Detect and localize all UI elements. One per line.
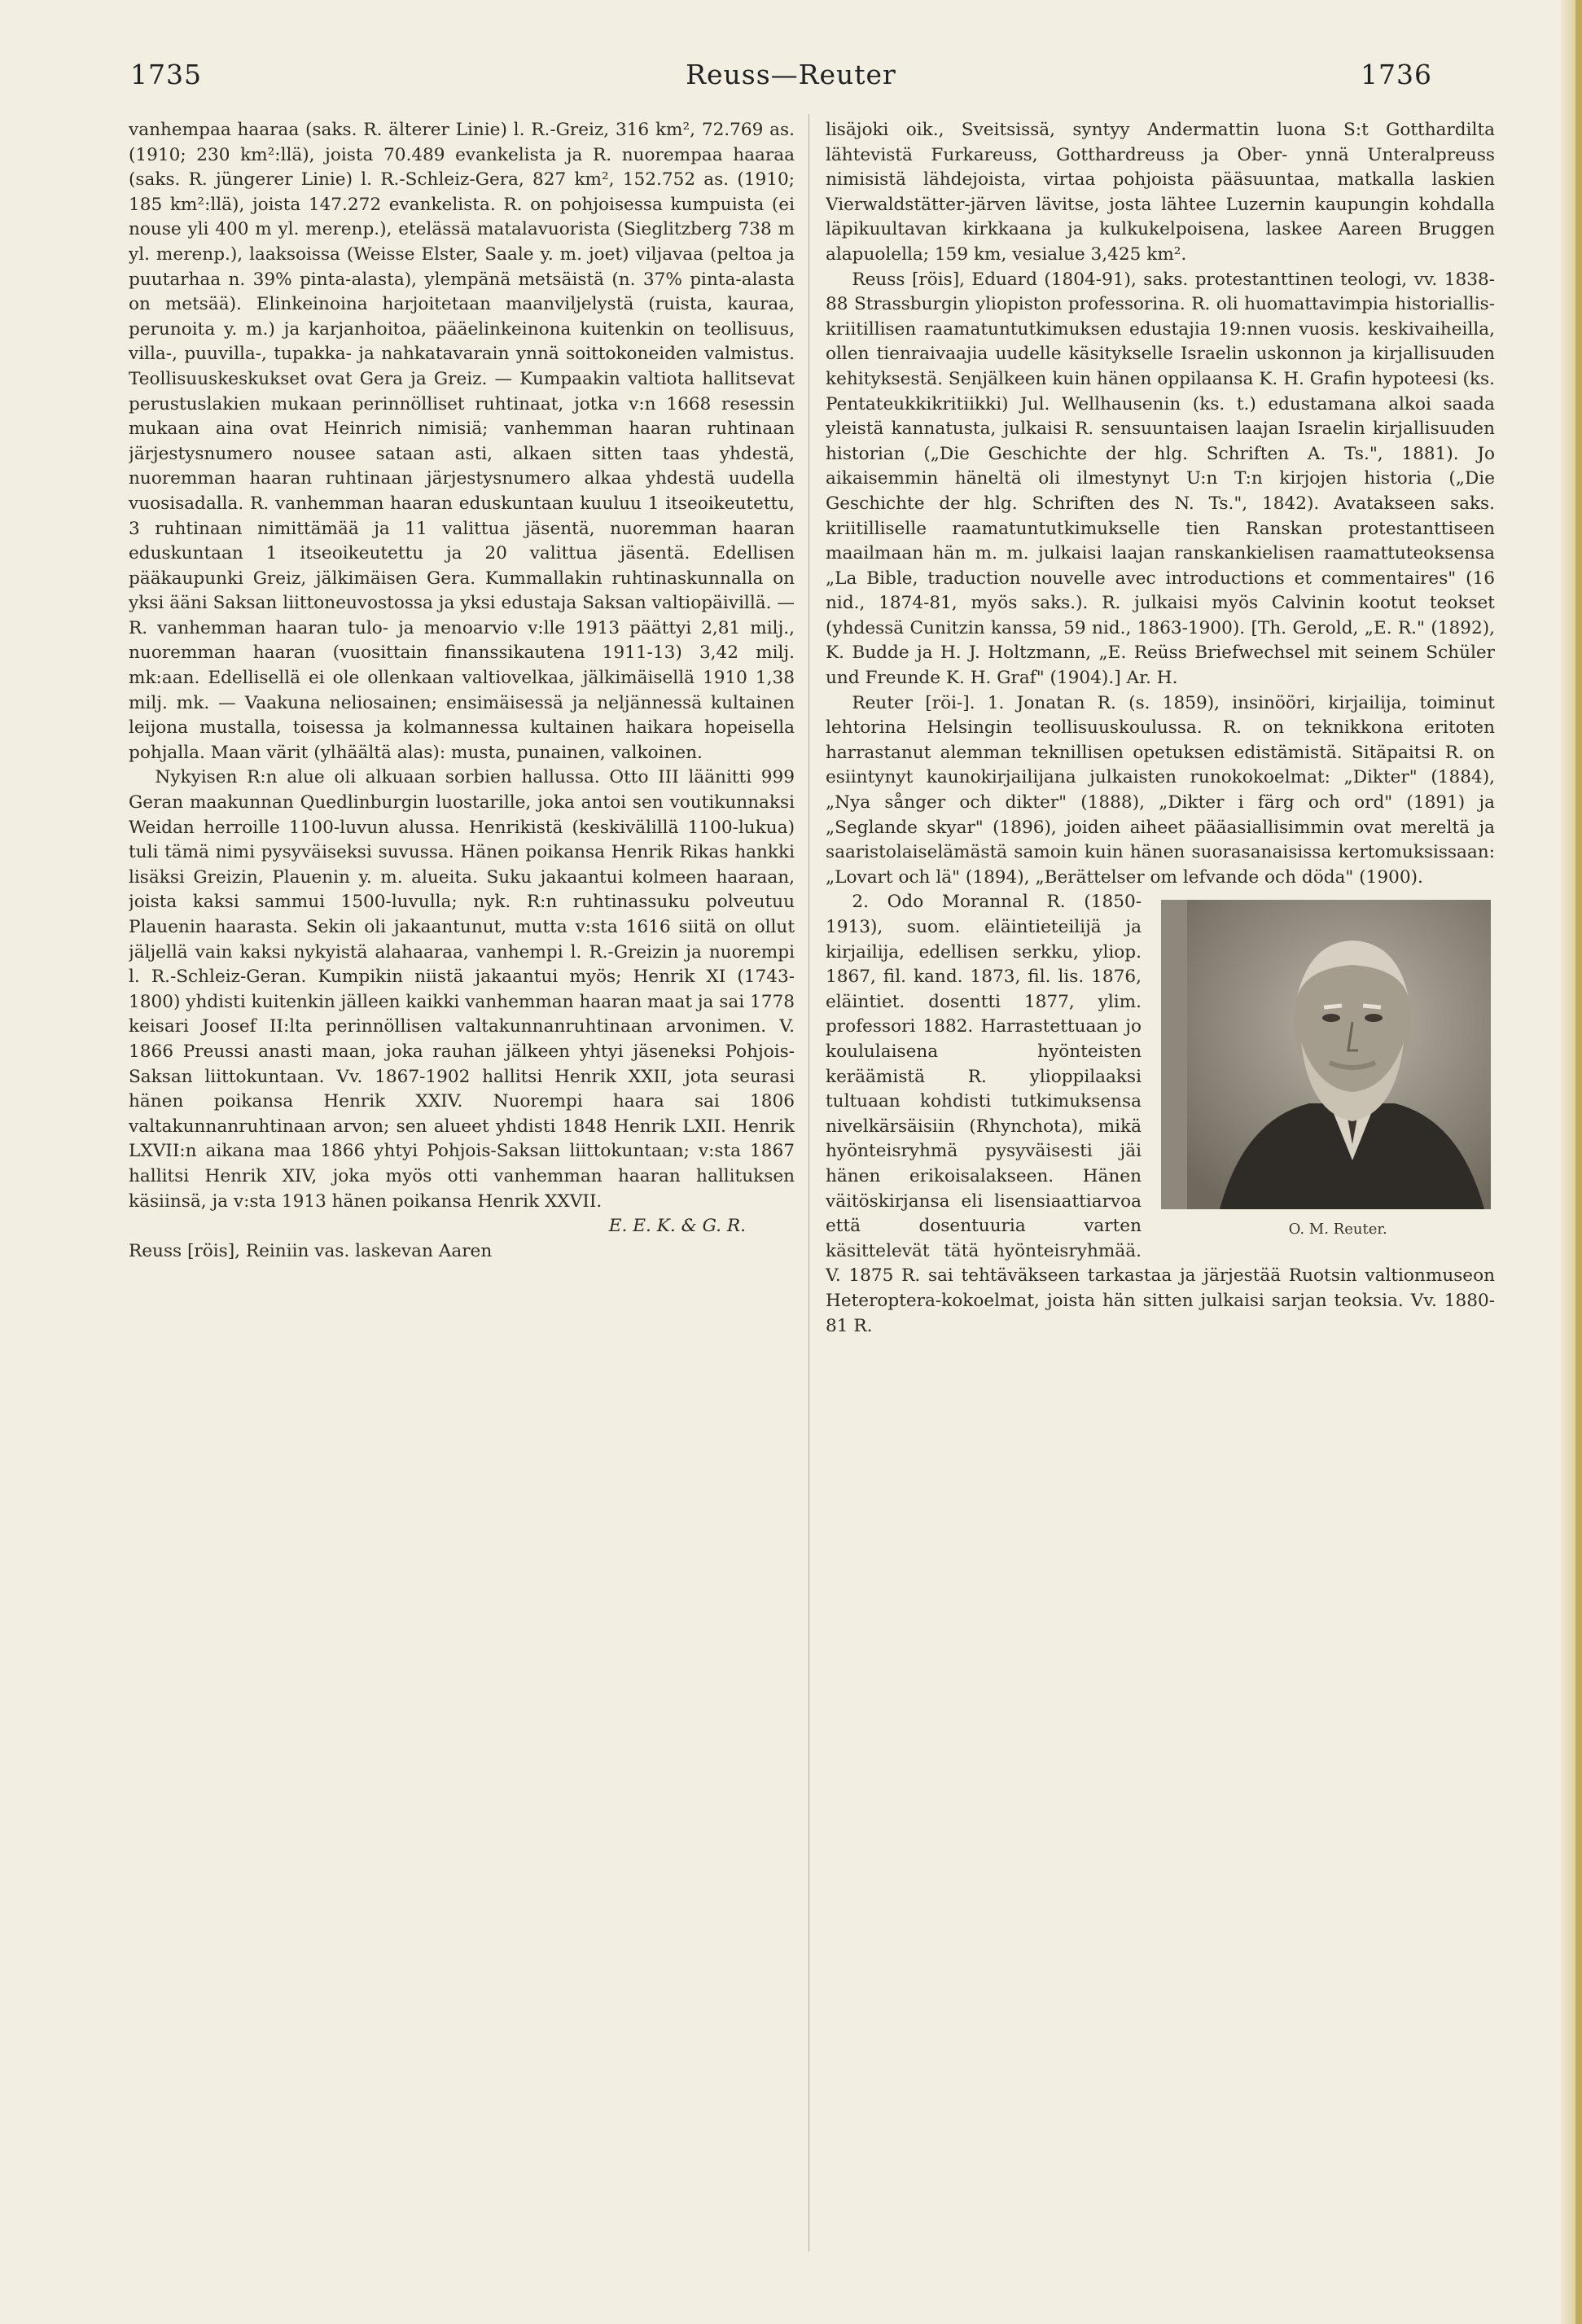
right-page-number: 1736	[1361, 59, 1432, 90]
running-title: Reuss—Reuter	[686, 59, 896, 90]
entry-eduard-reuss: Reuss [röis], Eduard (1804-91), saks. protestanttinen teologi, vv. 1838-88 Strassburgin yliopiston professorina. R. oli huomattavimpia historiallis-kriitillisen raamatuntutkimuksen edustajia 19:nnen vuosis. keskivaiheilla, ollen tienraivaajia uudelle käsitykselle Israelin uskonnon ja kirjallisuuden kehityksestä. Senjälkeen kuin hänen oppilaansa K. H. Grafin hypoteesi (ks. Pentateukkikritiikki) Jul. Wellhausenin (ks. t.) edustamana alkoi saada yleistä kannatusta, julkaisi R. sensuuntaisen laajan Israelin kirjallisuuden historian („Die Geschichte der hlg. Schriften A. Ts.", 1881). Jo aikaisemmin häneltä oli ilmestynyt U:n T:n kirjojen historia („Die Geschichte der hlg. Schriften des N. Ts.", 1842). Avatakseen saks. kriitilliselle raamatuntutkimukselle tien Ranskan protestanttiseen maailmaan hän m. m. julkaisi laajan ranskankielisen raamattuteoksensa „La Bible, traduction nouvelle avec introductions et commentaires" (16 nid., 1874-81, myös saks.). R. julkaisi myös Calvinin kootut teokset (yhdessä Cunitzin kanssa, 59 nid., 1863-1900). [Th. Gerold, „E. R." (1892), K. Budde ja H. J. Holtzmann, „E. Reüss Briefwechsel mit seinem Schüler und Freunde K. H. Graf" (1904).] Ar. H.	[826, 269, 1495, 689]
paragraph-reuss-territory: vanhempaa haaraa (saks. R. älterer Linie) l. R.-Greiz, 316 km², 72.769 as. (1910; 230 km²:llä), joista 70.489 evankelista ja R. nuorempaa haaraa (saks. R. jüngerer Linie) l. R.-Schleiz-Gera, 827 km², 152.752 as. (1910; 185 km²:llä), joista 147.272 evankelista. R. on pohjoisessa kumpuista (ei nouse yli 400 m yl. merenp.), etelässä matalavuorista (Sieglitzberg 738 m yl. merenp.), laaksoissa (Weisse Elster, Saale y. m. joet) viljavaa (peltoa ja puutarhaa n. 39% pinta-alasta), ylempänä metsäistä (n. 37% pinta-alasta on metsää). Elinkeinoina harjoitetaan maanviljelystä (ruista, kauraa, perunoita y. m.) ja karjanhoitoa, pääelinkeinona kuitenkin on teollisuus, villa-, puuvilla-, tupakka- ja nahkatavarain ynnä soittokoneiden valmistus. Teollisuuskeskukset ovat Gera ja Greiz. — Kumpaakin valtiota hallitsevat perustuslakien mukaan perinnölliset ruhtinaat, jotka v:n 1668 resessin mukaan aina ovat Heinrich nimisiä; vanhemman haaran ruhtinaan järjestysnumero nousee sataan asti, alkaen sitten taas yhdestä, nuoremman haaran ruhtinaan järjestysnumero alkaa yhdestä uudella vuosisadalla. R. vanhemman haaran eduskuntaan kuuluu 1 itseoikeutettu, 3 ruhtinaan nimittämää ja 11 valittua jäsentä, nuoremman haaran eduskuntaan 1 itseoikeutettu ja 20 valittua jäsentä. Edellisen pääkaupunki Greiz, jälkimäisen Gera. Kummallakin ruhtinaskunnalla on yksi ääni Saksan liittoneuvostossa ja yksi edustaja Saksan valtiopäivillä. — R. vanhemman haaran tulo- ja menoarvio v:lle 1913 päättyi 2,81 milj., nuoremman haaran (vuosittain finanssikautena 1911-13) 3,42 milj. mk:aan. Edellisellä ei ole ollenkaan valtiovelkaa, jälkimäisellä 1910 1,38 milj. mk. — Vaakuna neliosainen; ensimäisessä ja neljännessä kultainen leijona mustalla, toisessa ja kolmannessa kultainen haikara hopeisella pohjalla. Maan värit (ylhäältä alas): musta, punainen, valkoinen.	[129, 120, 795, 763]
paragraph-reuss-river-end: lisäjoki oik., Sveitsissä, syntyy Andermattin luona S:t Gotthardilta lähtevistä Furkareuss, Gotthardreuss ja Ober- ynnä Unteralpreuss nimisistä lähdejoista, virtaa pohjoista pääsuuntaa, matkalla laskien Vierwaldstätter-järven lävitse, josta lähtee Luzernin kaupungin kohdalla läpikuultavan kirkkaana ja kulkukelpoisena, laskee Aareen Bruggen alapuolella; 159 km, vesialue 3,425 km².	[826, 120, 1495, 265]
right-column	[826, 118, 1495, 2252]
page-edge-binding	[1575, 0, 1582, 2324]
portrait-photo	[1161, 900, 1491, 1209]
portrait-illustration	[1187, 900, 1491, 1209]
left-column	[129, 118, 795, 2252]
portrait-caption: O. M. Reuter.	[1288, 1221, 1387, 1239]
paragraph-reuss-history: Nykyisen R:n alue oli alkuaan sorbien hallussa. Otto III läänitti 999 Geran maakunnan Quedlinburgin luostarille, joka antoi sen voutikunnaksi Weidan herroille 1100-luvun alussa. Henrikistä (keskivälillä 1100-lukua) tuli tämä nimi pysyväiseksi suvussa. Hänen poikansa Henrik Rikas hankki lisäksi Greizin, Plauenin y. m. alueita. Suku jakaantui kolmeen haaraan, joista kaksi sammui 1500-luvulla; nyk. R:n ruhtinassuku polveutuu Plauenin haarasta. Sekin oli jakaantunut, mutta v:sta 1616 siitä on ollut jäljellä vain kaksi nykyistä alahaaraa, vanhempi l. R.-Greizin ja nuorempi l. R.-Schleiz-Geran. Kumpikin niistä jakaantui myös; Henrik XI (1743-1800) yhdisti kuitenkin jälleen kaikki vanhemman haaran maat ja sai 1778 keisari Joosef II:lta perinnöllisen valtakunnanruhtinaan arvonimen. V. 1866 Preussi anasti maan, joka rauhan jälkeen yhtyi jäseneksi Pohjois-Saksan liittokuntaan. Vv. 1867-1902 hallitsi Henrik XXII, jota seurasi hänen poikansa Henrik XXIV. Nuorempi haara sai 1806 valtakunnanruhtinaan arvon; sen alueet yhdisti 1848 Henrik LXII. Henrik LXVII:n aikana maa 1866 yhtyi Pohjois-Saksan liittokuntaan; v:sta 1867 hallitsi Henrik XIV, joka myös otti vanhemman haaran hallituksen käsiinsä, ja v:sta 1913 hänen poikansa Henrik XXVII.	[129, 767, 795, 1212]
entry-odo-morannal-reuter	[826, 890, 1495, 1339]
odo-reuter-text: 2. Odo Morannal R. (1850-1913), suom. eläintieteilijä ja kirjailija, edellisen serkku, yliop. 1867, fil. kand. 1873, fil. lis. 1876, eläintiet. dosentti 1877, ylim. professori 1882. Harrastettuaan jo koululaisena hyönteisten keräämistä R. ylioppilaaksi tultuaan kohdisti tutkimuksensa nivelkärsäisiin (Rhynchota), mikä hyönteisryhmä pysyväisesti jäi hänen erikoisalakseen. Hänen väitöskirjansa eli lisensiaattiarvoa että dosentuuria varten käsittelevät tätä hyönteisryhmää. V. 1875 R. sai tehtäväkseen tarkastaa ja järjestää Ruotsin valtionmuseon Heteroptera-kokoelmat, joista hän sitten julkaisi sarjan teoksia. Vv. 1880-81 R.	[826, 892, 1495, 1336]
entry-jonatan-reuter: Reuter [röi-]. 1. Jonatan R. (s. 1859), insinööri, kirjailija, toiminut lehtorina Helsingin teollisuuskoulussa. R. on teknikkona eritoten harrastanut alemman teknillisen opetuksen edistämistä. Sitäpaitsi R. on esiintynyt kaunokirjailijana julkaisten runokokoelmat: „Dikter" (1884), „Nya sånger och dikter" (1888), „Dikter i färg och ord" (1891) ja „Seglande skyar" (1896), joiden aiheet pääasiallisimmin ovat mereltä ja saaristolaiselämästä samoin kuin hänen suorasanaisissa kertomuksissaan: „Lovart och lä" (1894), „Berättelser om lefvande och döda" (1900).	[826, 692, 1495, 888]
author-signature: E. E. K. & G. R.	[608, 1216, 746, 1237]
paragraph-reuss-river-start: Reuss [röis], Reiniin vas. laskevan Aaren	[129, 1240, 493, 1261]
left-page-number: 1735	[130, 59, 202, 90]
portrait-figure	[1155, 890, 1495, 1245]
